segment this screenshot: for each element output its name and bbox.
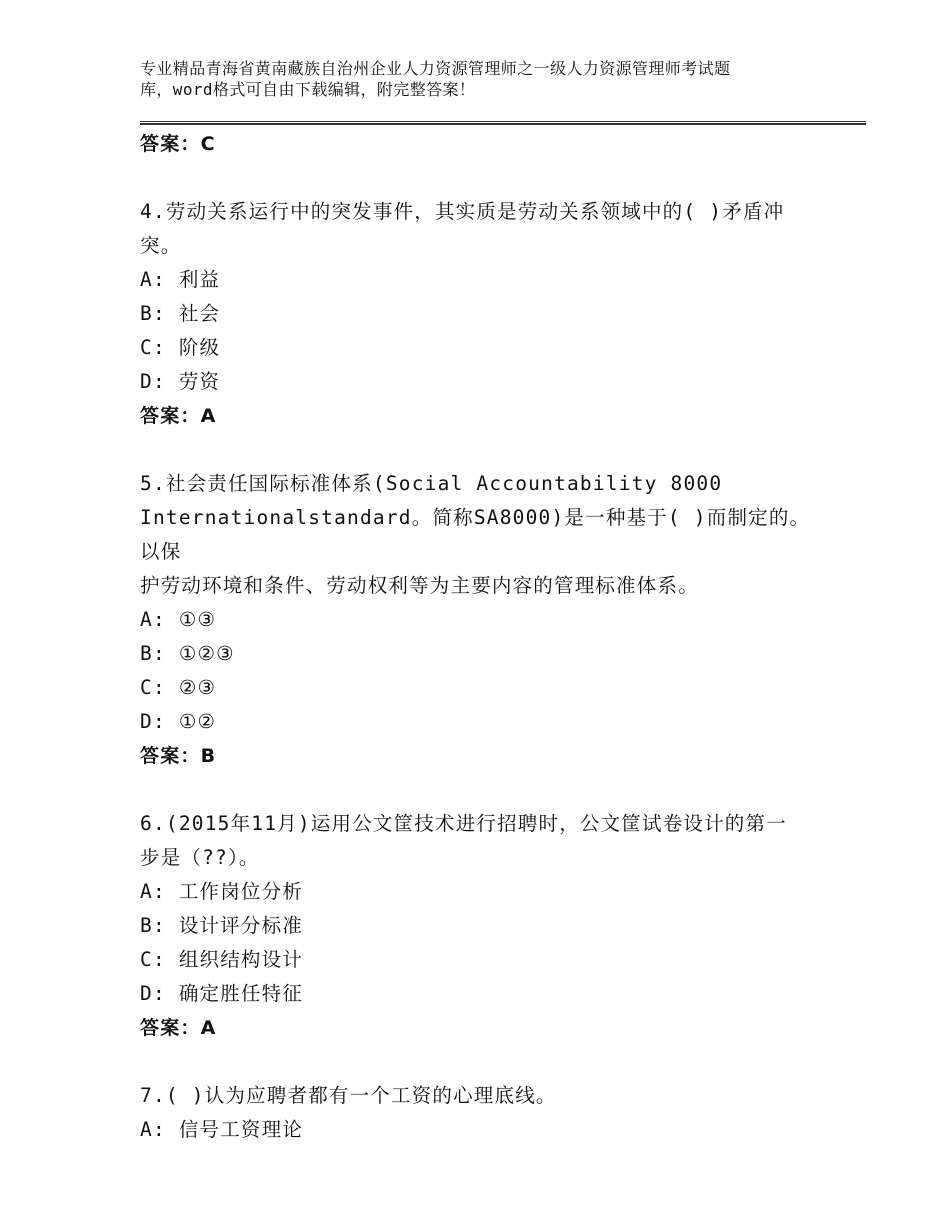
option-b: B: 设计评分标准 bbox=[140, 914, 304, 937]
question-text-line: 7.( )认为应聘者都有一个工资的心理底线。 bbox=[140, 1084, 557, 1107]
question-list bbox=[140, 127, 830, 1147]
option-a: A: 利益 bbox=[140, 268, 221, 291]
question-block-7 bbox=[140, 1079, 830, 1147]
question-text-line: 护劳动环境和条件、劳动权利等为主要内容的管理标准体系。 bbox=[140, 574, 699, 597]
answer-label: 答案：A bbox=[140, 1017, 217, 1039]
question-block-6 bbox=[140, 807, 830, 1045]
question-text-line: 步是（??）。 bbox=[140, 846, 260, 869]
option-d: D: 确定胜任特征 bbox=[140, 982, 304, 1005]
previous-answer: 答案：C bbox=[140, 133, 216, 155]
answer-label: 答案：A bbox=[140, 405, 217, 427]
spacer bbox=[140, 773, 830, 807]
question-text-line: 5.社会责任国际标准体系(Social Accountability 8000 bbox=[140, 472, 723, 495]
header-line-2: 库，word格式可自由下载编辑，附完整答案！ bbox=[140, 80, 476, 99]
page-header bbox=[140, 58, 830, 100]
question-block-4 bbox=[140, 195, 830, 433]
option-c: C: 组织结构设计 bbox=[140, 948, 304, 971]
spacer bbox=[140, 1045, 830, 1079]
option-a: A: 工作岗位分析 bbox=[140, 880, 304, 903]
question-text-line: 6.(2015年11月)运用公文筐技术进行招聘时，公文筐试卷设计的第一 bbox=[140, 812, 787, 835]
question-text-line: 突。 bbox=[140, 234, 182, 257]
header-line-1: 专业精品青海省黄南藏族自治州企业人力资源管理师之一级人力资源管理师考试题 bbox=[140, 59, 731, 78]
question-text-line: Internationalstandard。简称SA8000)是一种基于( )而制定的。以保 bbox=[140, 506, 811, 563]
spacer bbox=[140, 433, 830, 467]
option-d: D: ①② bbox=[140, 710, 217, 733]
question-text-line: 4.劳动关系运行中的突发事件，其实质是劳动关系领域中的( )矛盾冲 bbox=[140, 200, 785, 223]
question-block-5 bbox=[140, 467, 830, 773]
option-c: C: ②③ bbox=[140, 676, 217, 699]
answer-label: 答案：B bbox=[140, 745, 217, 767]
spacer bbox=[140, 161, 830, 195]
option-a: A: ①③ bbox=[140, 608, 217, 631]
option-a: A: 信号工资理论 bbox=[140, 1118, 304, 1141]
option-c: C: 阶级 bbox=[140, 336, 221, 359]
option-d: D: 劳资 bbox=[140, 370, 221, 393]
header-divider bbox=[140, 121, 866, 125]
option-b: B: 社会 bbox=[140, 302, 221, 325]
option-b: B: ①②③ bbox=[140, 642, 235, 665]
